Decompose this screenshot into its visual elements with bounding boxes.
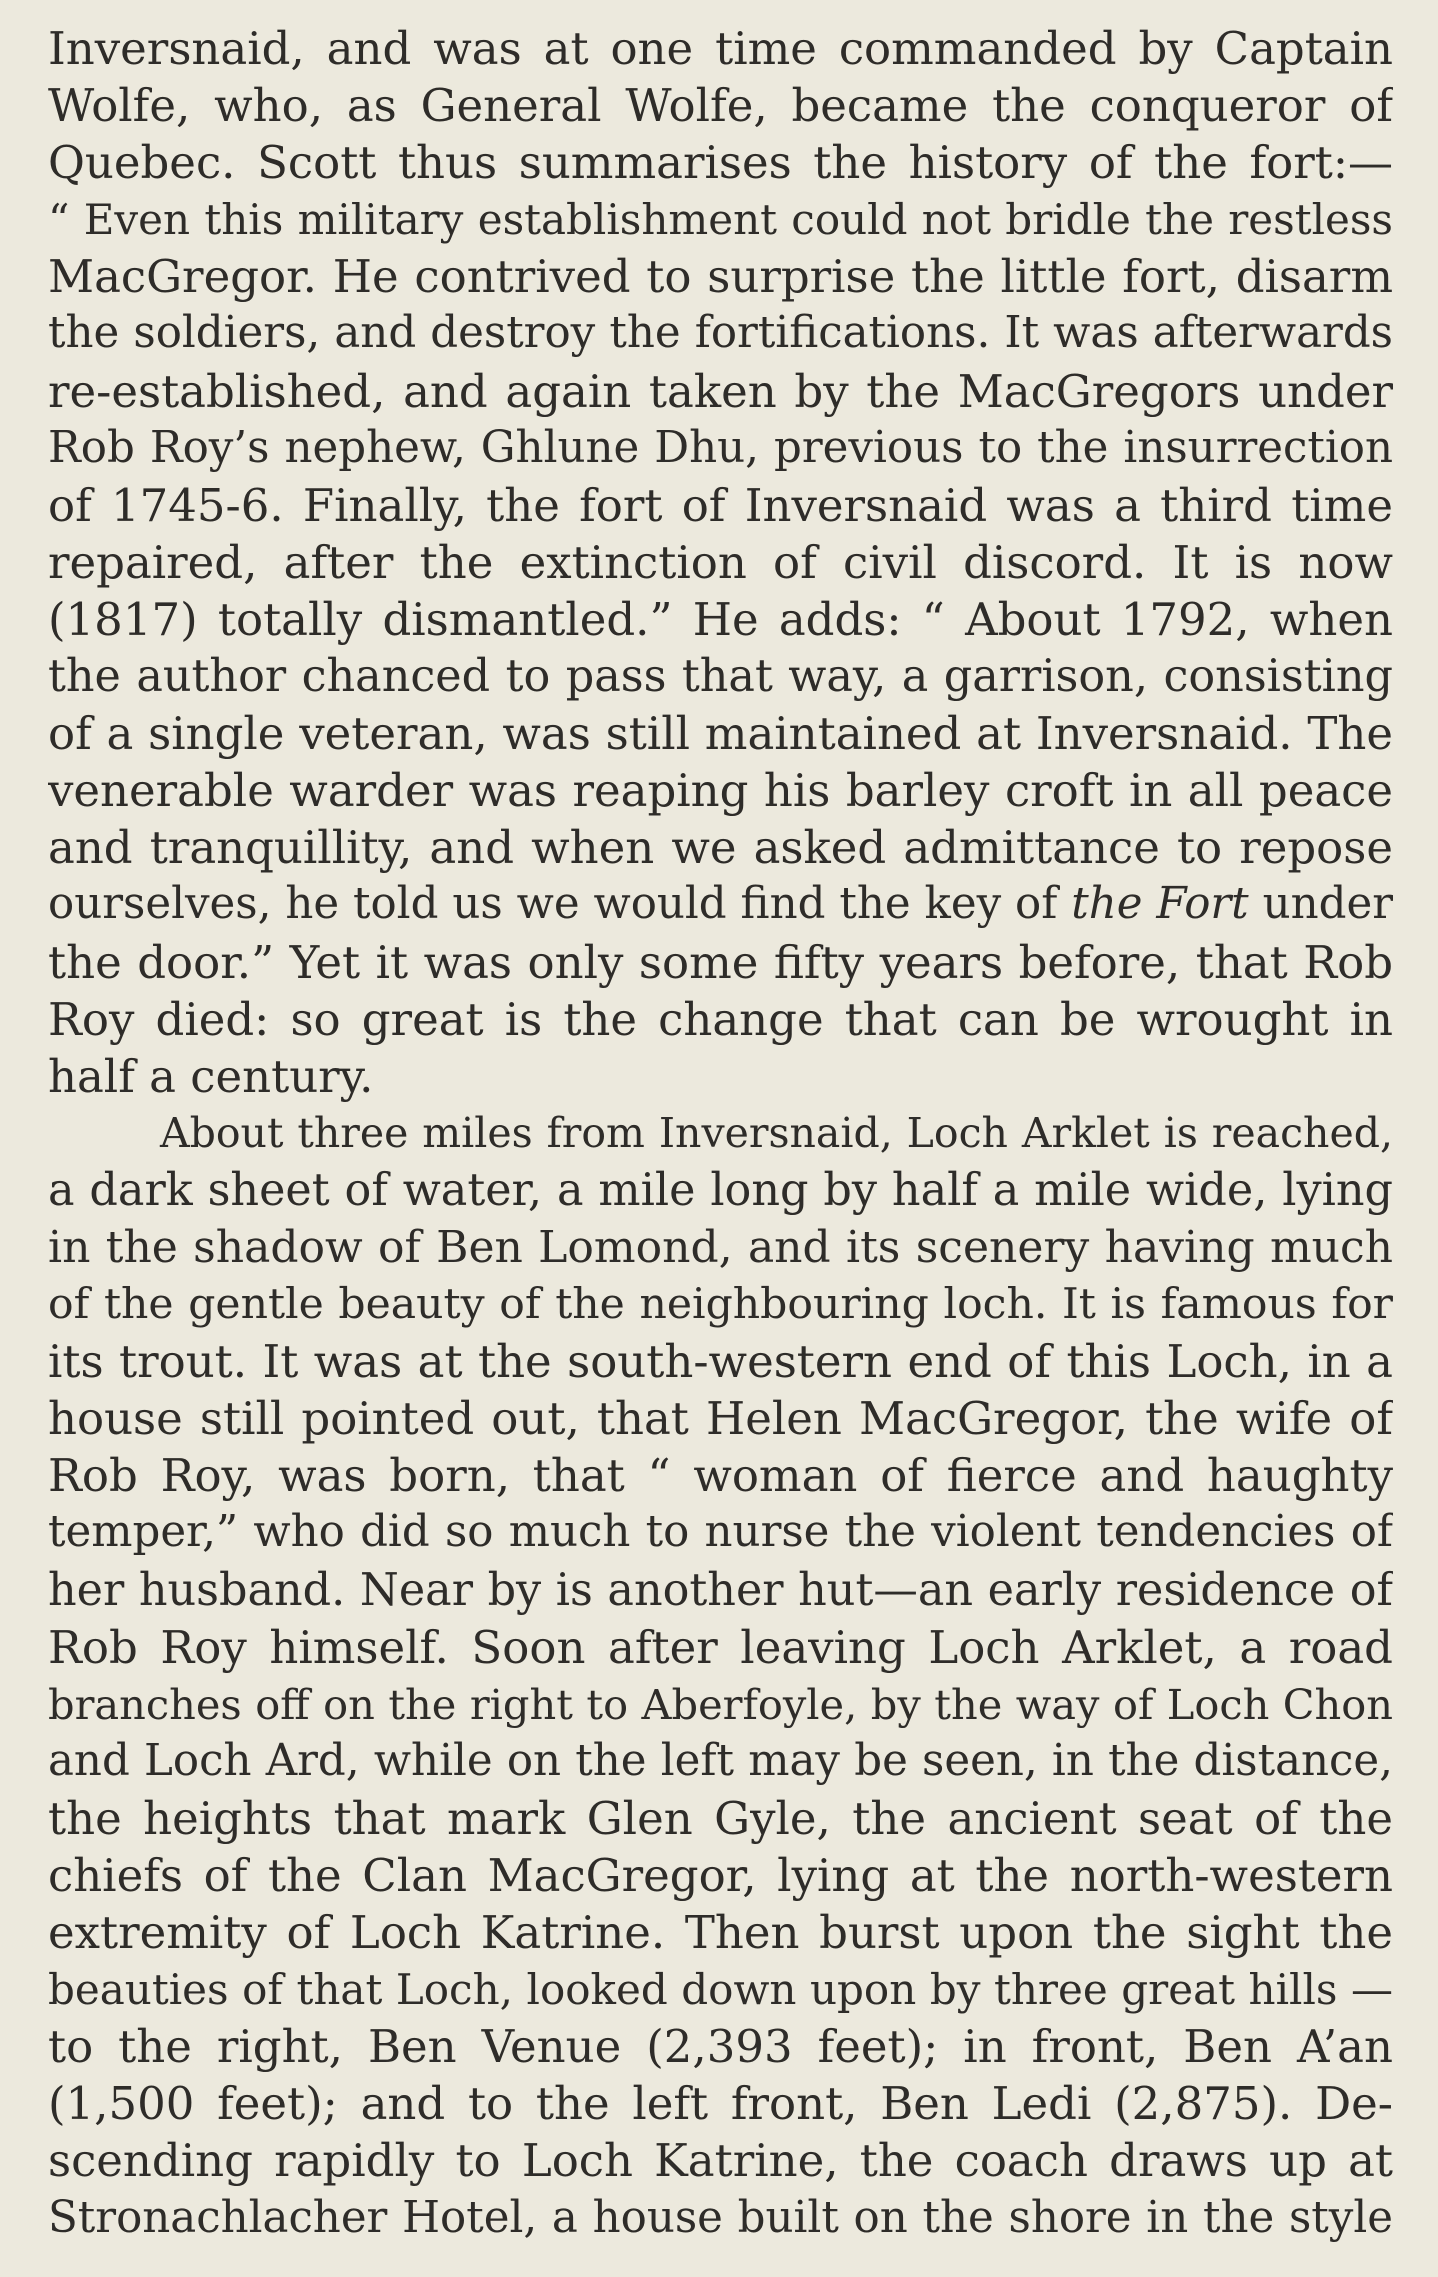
text-line: chiefs of the Clan MacGregor, lying at the north-western: [48, 1849, 1393, 1902]
italic-text: the Fort: [1071, 879, 1249, 930]
text-line: its trout. It was at the south-western end of this Loch, in a: [48, 1335, 1393, 1389]
text-line: of the gentle beauty of the neighbouring loch. It is famous for: [48, 1280, 1393, 1330]
text-line: a dark sheet of water, a mile long by half a mile wide, lying: [48, 1164, 1393, 1216]
text-line: About three miles from Inversnaid, Loch Arklet is reached,: [160, 1108, 1393, 1157]
text-line: (1817) totally dismantled.” He adds: “ About 1792, when: [48, 592, 1393, 646]
text-line: temper,” who did so much to nurse the violent tendencies of: [48, 1507, 1393, 1558]
text-line: Rob Roy’s nephew, Ghlune Dhu, previous to the insurrection: [48, 422, 1393, 473]
text-line: beauties of that Loch, looked down upon by three great hills —: [48, 1965, 1393, 2015]
text-line: in the shadow of Ben Lomond, and its scenery having much: [48, 1221, 1393, 1273]
text-line: branches off on the right to Aberfoyle, by the way of Loch Chon: [48, 1679, 1393, 1729]
text-line: Wolfe, who, as General Wolfe, became the conqueror of: [48, 79, 1393, 133]
text-line: and tranquillity, and when we asked admittance to repose: [48, 821, 1393, 875]
text-line: the soldiers, and destroy the fortifications. It was afterwards: [48, 308, 1393, 359]
text-line: Inversnaid, and was at one time commanded by Captain: [48, 22, 1393, 75]
text-line: “ Even this military establishment could not bridle the restless: [48, 195, 1393, 245]
text-line: Stronachlacher Hotel, a house built on the shore in the style: [48, 2192, 1393, 2243]
text-line: re-established, and again taken by the MacGregors under: [48, 364, 1393, 418]
text-segment: ourselves, he told us we would find the key of: [48, 879, 1072, 930]
text-line: (1,500 feet); and to the left front, Ben Ledi (2,875). De-: [48, 2077, 1393, 2131]
paragraph-loch-arklet: [48, 1105, 1393, 2247]
text-segment: under: [1248, 879, 1393, 930]
text-line: extremity of Loch Katrine. Then burst upon the sight the: [48, 1906, 1393, 1960]
book-page: [48, 20, 1393, 2260]
text-line: of 1745-6. Finally, the fort of Inversnaid was a third time: [48, 478, 1393, 532]
text-line: to the right, Ben Venue (2,393 feet); in front, Ben A’an: [48, 2020, 1393, 2074]
text-line: the door.” Yet it was only some fifty years before, that Rob: [48, 935, 1393, 989]
text-line: half a century.: [48, 1049, 374, 1103]
text-line: venerable warder was reaping his barley croft in all peace: [48, 764, 1393, 818]
text-line: and Loch Ard, while on the left may be seen, in the distance,: [48, 1735, 1393, 1786]
text-line: Rob Roy himself. Soon after leaving Loch Arklet, a road: [48, 1620, 1393, 1674]
text-line: of a single veteran, was still maintained at Inversnaid. The: [48, 707, 1393, 761]
text-line: Roy died: so great is the change that can be wrought in: [48, 992, 1393, 1046]
text-line: scending rapidly to Loch Katrine, the coach draws up at: [48, 2134, 1393, 2188]
text-line: repaired, after the extinction of civil discord. It is now: [48, 535, 1393, 589]
text-line: the author chanced to pass that way, a garrison, consisting: [48, 651, 1393, 703]
text-line: the heights that mark Glen Gyle, the ancient seat of the: [48, 1791, 1393, 1845]
text-line: Quebec. Scott thus summarises the history of the fort:—: [48, 136, 1393, 190]
text-line-with-italic: [48, 876, 1393, 933]
text-line: her husband. Near by is another hut—an early residence of: [48, 1564, 1393, 1616]
paragraph-fort-history: [48, 20, 1393, 1105]
text-line: house still pointed out, that Helen MacGregor, the wife of: [48, 1392, 1393, 1446]
text-line: MacGregor. He contrived to surprise the little fort, disarm: [48, 250, 1393, 304]
text-line: Rob Roy, was born, that “ woman of fierce and haughty: [48, 1449, 1393, 1503]
